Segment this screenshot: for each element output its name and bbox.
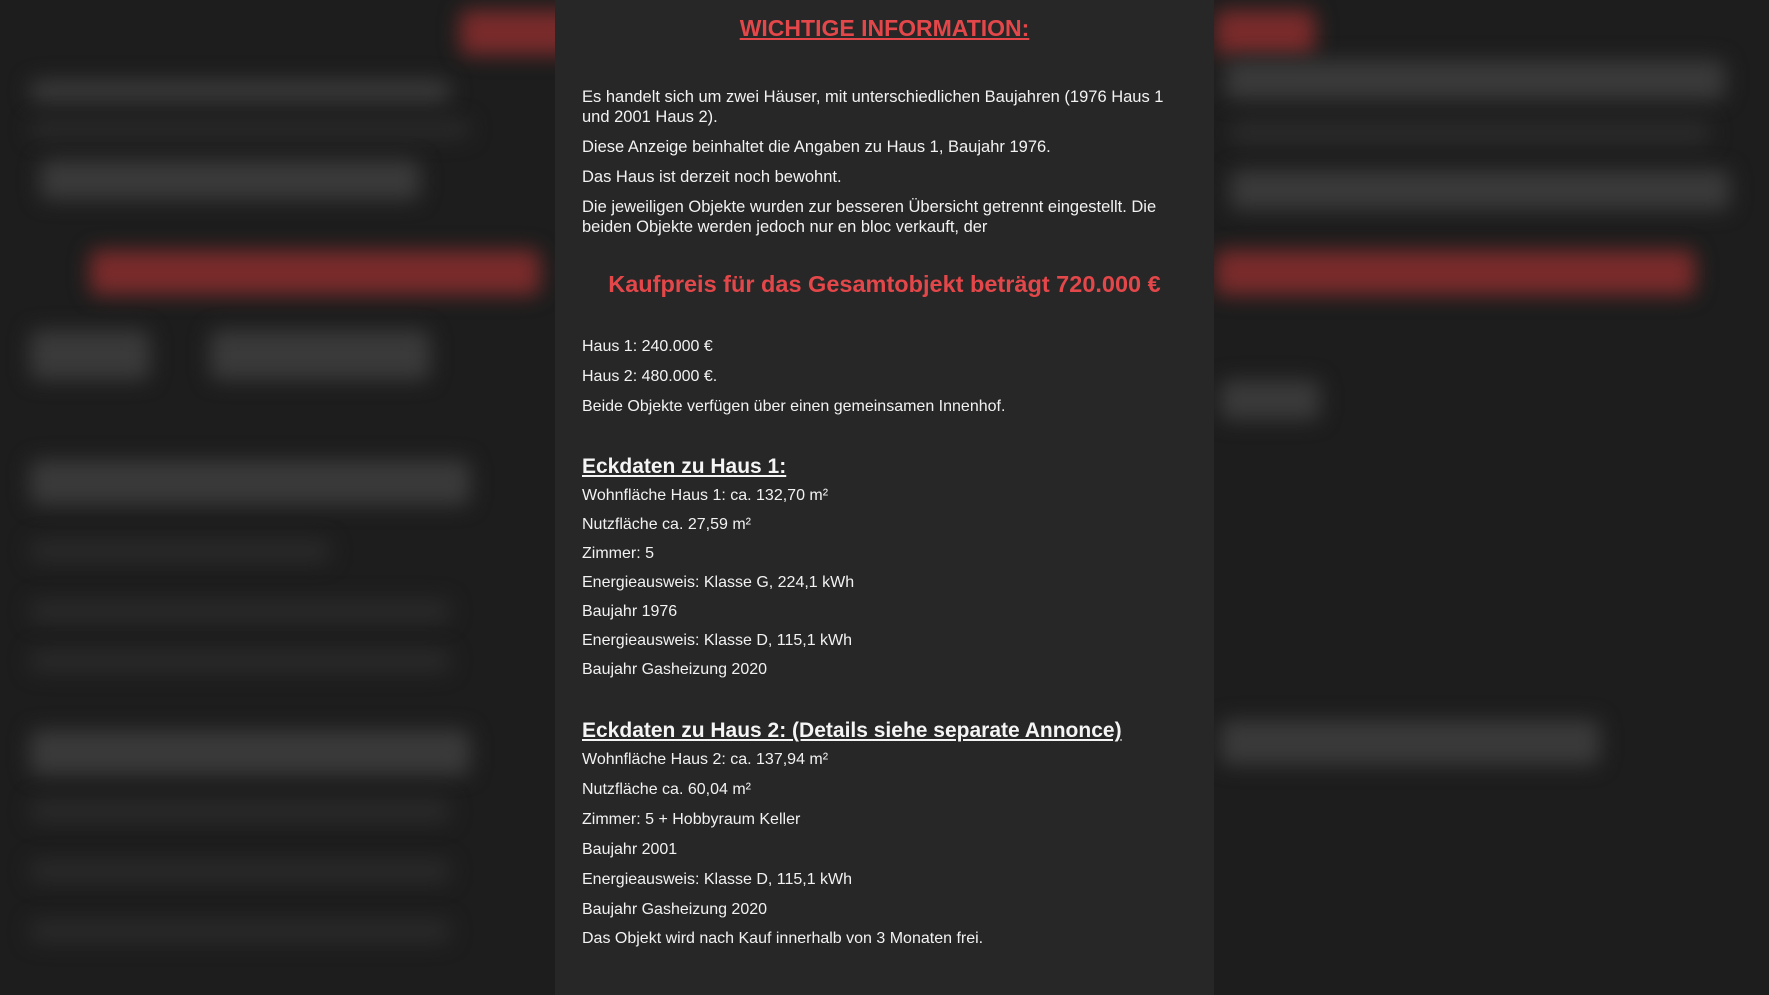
haus-2-usable-area: Nutzfläche ca. 60,04 m² — [582, 781, 751, 798]
haus-1-heading: Eckdaten zu Haus 1: — [582, 455, 787, 478]
price-haus-1: Haus 1: 240.000 € — [582, 338, 713, 355]
price-headline: Kaufpreis für das Gesamtobjekt beträgt 720.000 € — [608, 271, 1161, 297]
haus-2-rooms: Zimmer: 5 + Hobbyraum Keller — [582, 811, 801, 828]
haus-2-living-area: Wohnfläche Haus 2: ca. 137,94 m² — [582, 751, 829, 768]
page-title: WICHTIGE INFORMATION: — [739, 15, 1030, 41]
haus-1-usable-area: Nutzfläche ca. 27,59 m² — [582, 516, 751, 533]
intro-paragraph-1: Es handelt sich um zwei Häuser, mit unterschiedlichen Baujahren (1976 Haus 1 und 2001 Haus 2). — [582, 88, 1164, 126]
intro-paragraph-3: Das Haus ist derzeit noch bewohnt. — [582, 168, 842, 186]
haus-2-heating-year: Baujahr Gasheizung 2020 — [582, 901, 768, 918]
price-haus-2: Haus 2: 480.000 €. — [582, 368, 718, 385]
haus-1-rooms: Zimmer: 5 — [582, 545, 654, 562]
haus-2-heading: Eckdaten zu Haus 2: (Details siehe separate Annonce) — [582, 719, 1122, 742]
shared-courtyard-note: Beide Objekte verfügen über einen gemeinsamen Innenhof. — [582, 398, 1006, 415]
haus-1-energy-certificate: Energieausweis: Klasse G, 224,1 kWh — [582, 574, 855, 591]
haus-2-year-built: Baujahr 2001 — [582, 841, 678, 858]
haus-1-living-area: Wohnfläche Haus 1: ca. 132,70 m² — [582, 487, 829, 504]
haus-1-heating-year: Baujahr Gasheizung 2020 — [582, 661, 768, 678]
intro-paragraph-4: Die jeweiligen Objekte wurden zur besseren Übersicht getrennt eingestellt. Die beiden Objekte werden jedoch nur en bloc verkauft, der — [582, 198, 1157, 236]
intro-paragraph-2: Diese Anzeige beinhaltet die Angaben zu Haus 1, Baujahr 1976. — [582, 138, 1051, 156]
haus-1-year-built: Baujahr 1976 — [582, 603, 678, 620]
haus-2-energy-certificate: Energieausweis: Klasse D, 115,1 kWh — [582, 871, 853, 888]
haus-1-energy-certificate-2: Energieausweis: Klasse D, 115,1 kWh — [582, 632, 853, 649]
availability-note: Das Objekt wird nach Kauf innerhalb von 3 Monaten frei. — [582, 930, 984, 947]
content-panel — [555, 0, 1214, 995]
